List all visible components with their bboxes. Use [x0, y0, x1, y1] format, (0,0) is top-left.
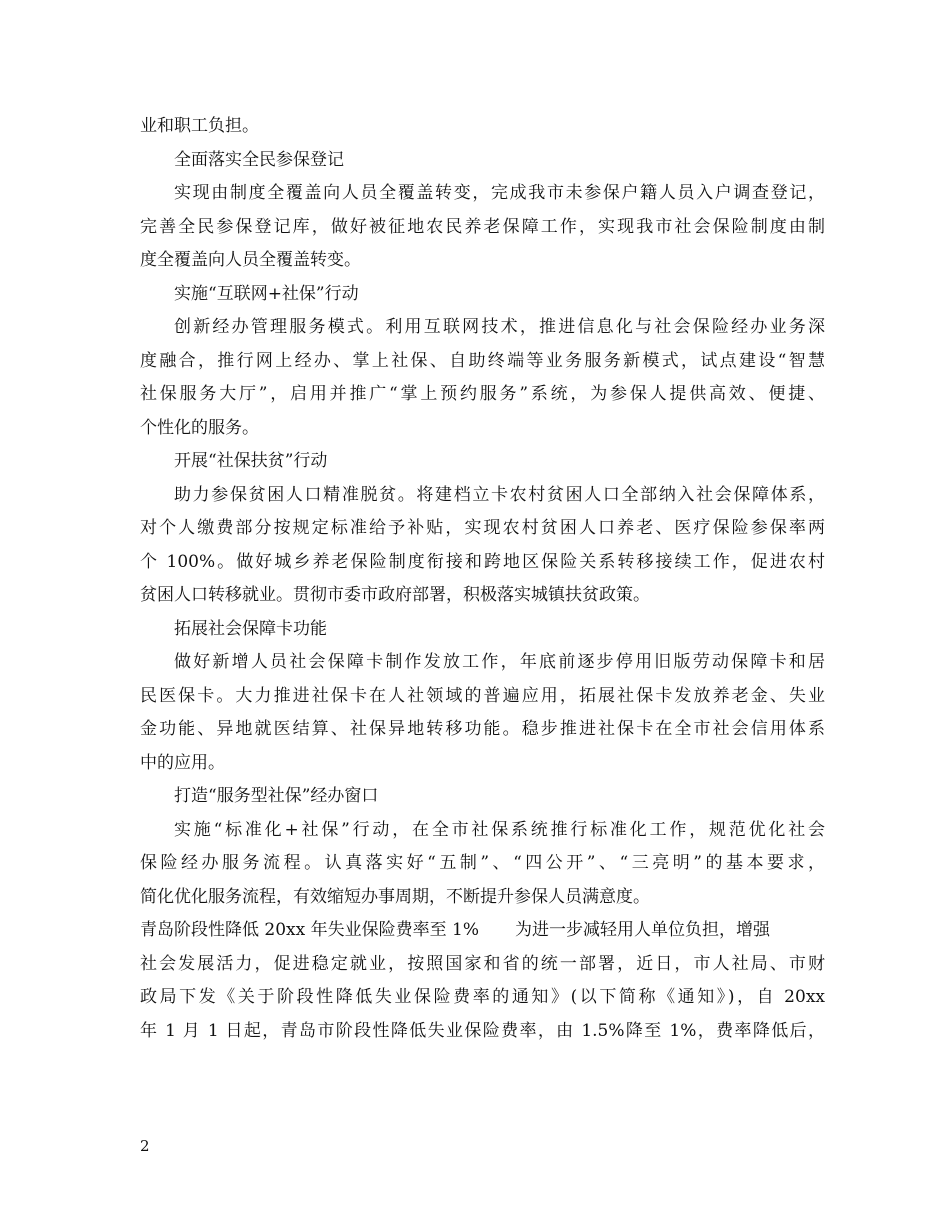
document-body [140, 110, 825, 1048]
paragraph-line: 实施“标准化+社保”行动，在全市社保系统推行标准化工作，规范优化社会 [174, 819, 825, 840]
paragraph-line: 保险经办服务流程。认真落实好“五制”、“四公开”、“三亮明”的基本要求， [140, 853, 825, 873]
paragraph-line: 金功能、异地就医结算、社保异地转移功能。稳步推进社保卡在全市社会信用体系 [140, 719, 825, 739]
article-title-line [140, 914, 825, 948]
paragraph-line: 中的应用。 [140, 752, 225, 773]
paragraph-line: 个性化的服务。 [140, 417, 259, 438]
paragraph-line: 社保服务大厅”，启用并推广“掌上预约服务”系统，为参保人提供高效、便捷、 [140, 384, 825, 404]
paragraph-line: 完善全民参保登记库，做好被征地农民养老保障工作，实现我市社会保险制度由制 [140, 216, 825, 237]
paragraph-line: 民医保卡。大力推进社保卡在人社领域的普遍应用，拓展社保卡发放养老金、失业 [140, 685, 825, 706]
paragraph-line: 个 100%。做好城乡养老保险制度衔接和跨地区保险关系转移接续工作，促进农村 [140, 551, 825, 572]
paragraph-line: 简化优化服务流程，有效缩短办事周期，不断提升参保人员满意度。 [140, 886, 650, 907]
section-heading: 拓展社会保障卡功能 [174, 618, 327, 639]
paragraph-line: 对个人缴费部分按规定标准给予补贴，实现农村贫困人口养老、医疗保险参保率两 [140, 518, 825, 538]
section-heading: 开展“社保扶贫”行动 [174, 451, 328, 471]
paragraph-line: 度全覆盖向人员全覆盖转变。 [140, 250, 361, 270]
paragraph-line: 贫困人口转移就业。贯彻市委市政府部署，积极落实城镇扶贫政策。 [140, 585, 650, 605]
paragraph-line: 政局下发《关于阶段性降低失业保险费率的通知》(以下简称《通知》)，自 20xx [140, 987, 825, 1007]
section-heading: 实施“互联网+社保”行动 [174, 283, 359, 304]
paragraph-line: 创新经办管理服务模式。利用互联网技术，推进信息化与社会保险经办业务深 [174, 317, 825, 337]
section-heading: 全面落实全民参保登记 [174, 149, 344, 170]
paragraph-line: 助力参保贫困人口精准脱贫。将建档立卡农村贫困人口全部纳入社会保障体系， [174, 484, 825, 505]
paragraph-line: 实现由制度全覆盖向人员全覆盖转变，完成我市未参保户籍人员入户调查登记， [174, 183, 825, 203]
paragraph-line: 社会发展活力，促进稳定就业，按照国家和省的统一部署，近日，市人社局、市财 [140, 953, 825, 974]
paragraph-line: 做好新增人员社会保障卡制作发放工作，年底前逐步停用旧版劳动保障卡和居 [174, 652, 825, 672]
page-number: 2 [140, 1137, 150, 1155]
paragraph-line: 年 1 月 1 日起，青岛市阶段性降低失业保险费率，由 1.5%降至 1%，费率降低后， [140, 1020, 825, 1041]
paragraph-line: 度融合，推行网上经办、掌上社保、自助终端等业务服务新模式，试点建设“智慧 [140, 350, 825, 371]
article-title: 青岛阶段性降低 20xx 年失业保险费率至 1% [140, 920, 479, 940]
section-heading: 打造“服务型社保”经办窗口 [174, 786, 379, 806]
article-lead: 为进一步减轻用人单位负担，增强 [515, 920, 770, 940]
paragraph-line: 业和职工负担。 [140, 116, 259, 136]
